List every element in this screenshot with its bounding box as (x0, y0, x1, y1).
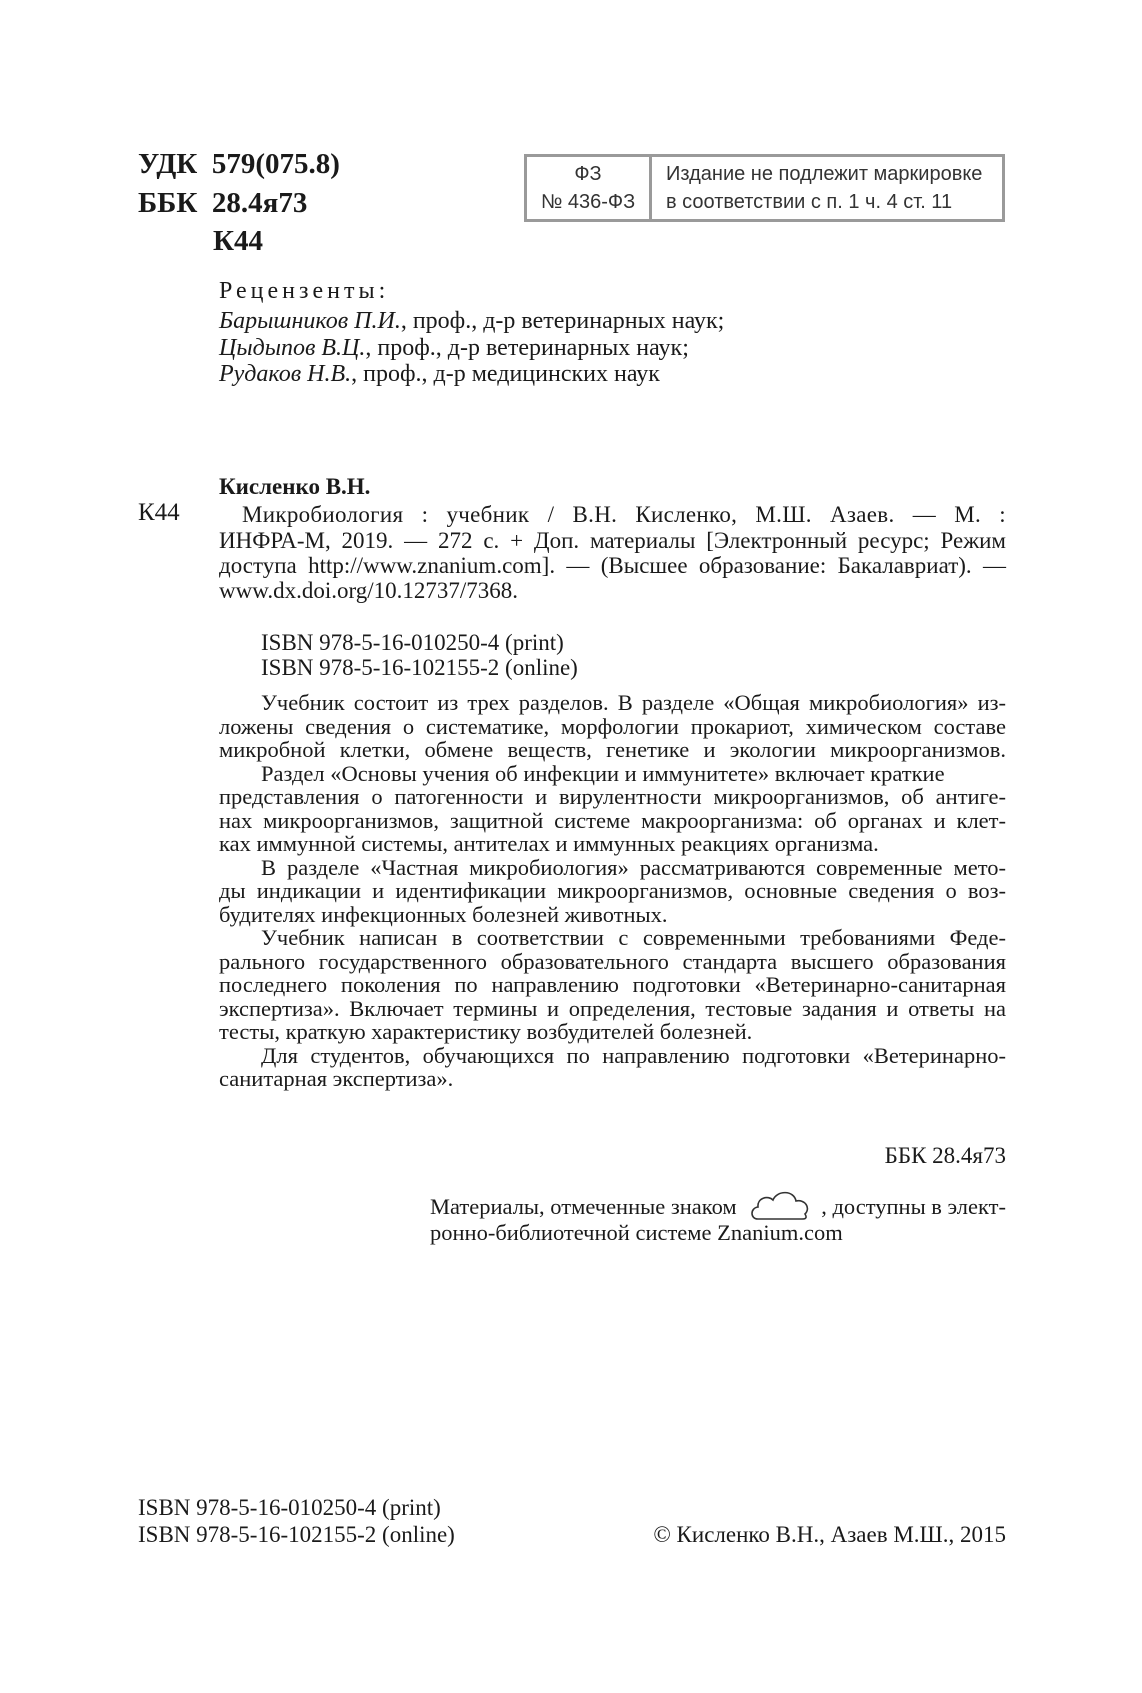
abstract-line: Учебник написан в соответствии с современными требованиями Феде- (261, 925, 1006, 950)
bib-description (242, 502, 1006, 527)
materials-note (430, 1188, 1006, 1246)
bib-line: ИНФРА-М, 2019. — 272 с. + Доп. материалы [Электронный ресурс; Режим (219, 528, 1006, 553)
bib-line: доступа http://www.znanium.com]. — (Высшее образование: Бакалавриат). — (219, 553, 1006, 578)
abstract-line: Учебник состоит из трех разделов. В разделе «Общая микробиология» из- (261, 690, 1006, 715)
reviewer-title: , проф., д-р медицинских наук (351, 361, 660, 387)
reviewers-heading: Рецензенты: (219, 278, 390, 304)
reviewer-name: Цыдыпов В.Ц. (219, 335, 366, 361)
materials-note-line2: ронно-библиотечной системе Znanium.com (430, 1220, 843, 1245)
abstract-line: последнего поколения по направлению подготовки «Ветеринарно-санитарная (219, 972, 1006, 997)
footer-isbn-print: ISBN 978-5-16-010250-4 (print) (138, 1495, 441, 1520)
fz-law-cell (527, 157, 652, 219)
author-mark: К44 (213, 225, 264, 257)
abstract-line: экспертиза». Включает термины и определения, тестовые задания и ответы на (219, 995, 1006, 1021)
abstract-line: Раздел «Основы учения об инфекции и иммунитете» включает краткие (261, 760, 945, 786)
reviewer-item (219, 359, 660, 389)
reviewer-item (219, 306, 724, 336)
bib-isbn-online: ISBN 978-5-16-102155-2 (online) (261, 655, 578, 680)
materials-note-line1 (430, 1188, 1006, 1220)
bbk-bottom: ББК 28.4я73 (884, 1143, 1006, 1168)
bib-description-cont (219, 528, 1006, 603)
bib-author: Кисленко В.Н. (219, 474, 371, 499)
abstract-line: будителях инфекционных болезней животных. (219, 901, 668, 927)
abstract-line: тесты, краткую характеристику возбудителей болезней. (219, 1019, 753, 1044)
bib-line: www.dx.doi.org/10.12737/7368. (219, 578, 518, 603)
bbk-value: 28.4я73 (211, 187, 308, 219)
cloud-icon (748, 1188, 814, 1222)
abstract-line: ках иммунной системы, антителах и иммунных реакциях организма. (219, 831, 879, 856)
abstract (219, 691, 1006, 1091)
fz-note-cell (652, 157, 1002, 219)
udk-code (138, 150, 340, 179)
bib-mark: К44 (138, 499, 180, 526)
abstract-line: ды индикации и идентификации микроорганизмов, основные сведения о воз- (219, 878, 1006, 903)
abstract-line: рального государственного образовательного стандарта высшего образования (219, 948, 1006, 974)
abstract-line: представления о патогенности и вирулентности микроорганизмов, об антиге- (219, 784, 1006, 809)
fz-note-line1: Издание не подлежит маркировке (666, 163, 983, 185)
bib-line: Микробиология : учебник / В.Н. Кисленко, М.Ш. Азаев. — М. : (242, 502, 1006, 527)
materials-note-text1: Материалы, отмеченные знаком (430, 1194, 737, 1219)
footer-isbn-online: ISBN 978-5-16-102155-2 (online) (138, 1522, 455, 1547)
bbk-code (138, 189, 307, 218)
abstract-line: санитарная экспертиза». (219, 1066, 454, 1091)
fz-label: ФЗ (574, 163, 602, 185)
materials-note-text2: , доступны в элект- (821, 1194, 1006, 1219)
bib-isbn-print: ISBN 978-5-16-010250-4 (print) (261, 630, 564, 655)
reviewer-title: , проф., д-р ветеринарных наук; (400, 308, 725, 334)
fz-number: № 436-ФЗ (540, 191, 636, 213)
abstract-line: В разделе «Частная микробиология» рассматриваются современные мето- (261, 854, 1006, 880)
udk-value: 579(075.8) (211, 148, 340, 180)
abstract-line: ложены сведения о систематике, морфологии прокариот, химическом составе (219, 713, 1006, 739)
abstract-line: микробной клетки, обмене веществ, генетике и экологии микроорганизмов. (219, 737, 1006, 762)
fz-marking-box (524, 154, 1005, 222)
reviewer-name: Рудаков Н.В. (219, 361, 352, 387)
bbk-label: ББК (138, 187, 198, 219)
abstract-line: нах микроорганизмов, защитной системе макроорганизма: об органах и клет- (219, 807, 1006, 833)
reviewer-name: Барышников П.И. (219, 308, 401, 334)
copyright: © Кисленко В.Н., Азаев М.Ш., 2015 (653, 1522, 1006, 1547)
fz-note-line2: в соответствии с п. 1 ч. 4 ст. 11 (666, 191, 953, 213)
udk-label: УДК (138, 148, 198, 180)
abstract-line: Для студентов, обучающихся по направлению подготовки «Ветеринарно- (261, 1042, 1006, 1068)
reviewer-title: , проф., д-р ветеринарных наук; (365, 335, 689, 361)
